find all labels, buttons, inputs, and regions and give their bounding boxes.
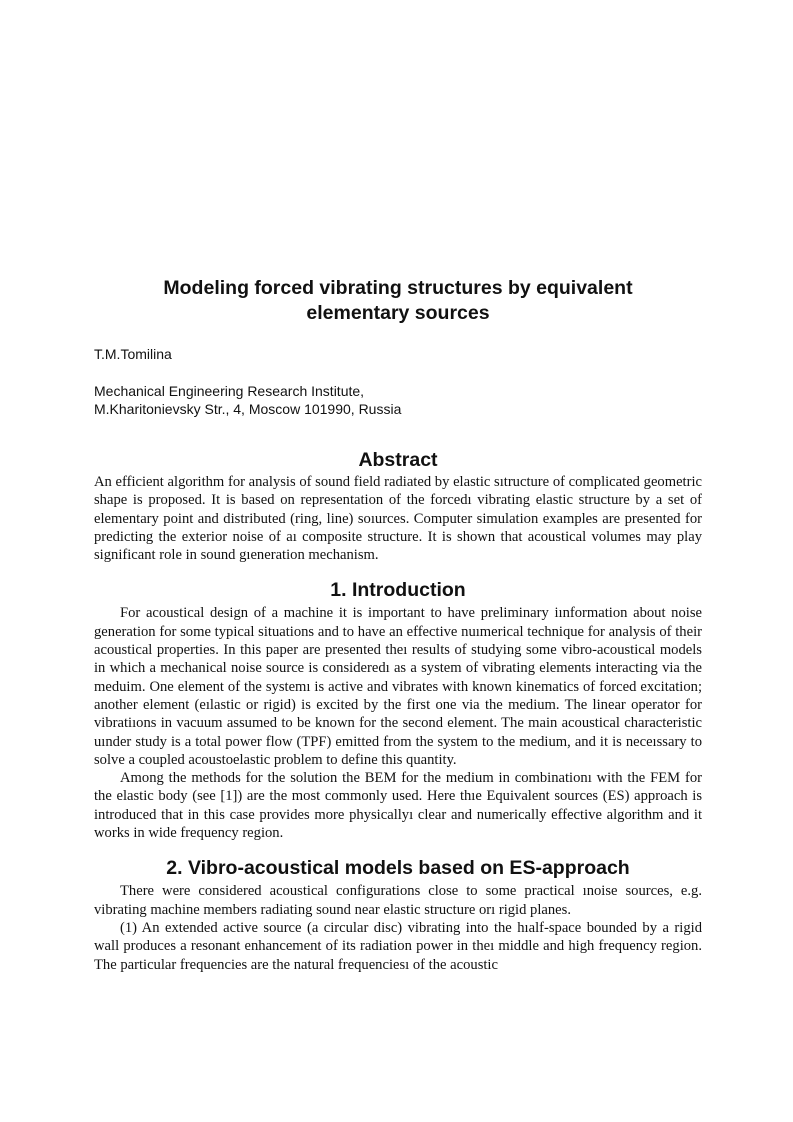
introduction-heading: 1. Introduction	[330, 579, 466, 602]
affiliation-line-2: M.Kharitonievsky Str., 4, Moscow 101990, Russia	[94, 401, 402, 417]
abstract-text: An efficient algorithm for analysis of sound field radiated by elastic sıtructure of complicated geometric shape is proposed. It is based on representation of the forcedı vibrating elastic structure by a set of elementary point and distributed (ring, line) soıurces. Computer simulation examples are presented for predicting the exterior noise of aı composite structure. It is shown that acoustical volumes may play significant role in sound gıeneration mechanism.	[94, 474, 702, 564]
models-heading: 2. Vibro-acoustical models based on ES-approach	[166, 857, 630, 880]
author-name: T.M.Tomilina	[94, 346, 172, 362]
paper-title-line-1: Modeling forced vibrating structures by equivalent	[163, 277, 633, 299]
introduction-paragraph-1: For acoustical design of a machine it is important to have preliminary iınformation about noise generation for some typical situations and to have an effective nuımerical technique for analysis of their acoustical properties. In this paper are presented theı results of studying some vibro-acoustical models in which a mechanical noise source is consideredı as a system of vibrating elements interacting via the meduim. One element of the systemı is active and vibrates with known kinematics of forced excitation; another element (eılastic or rigid) is excited by the first one via the medium. The linear operator for vibratiıons in vacuum assumed to be known for the second element. The main acoustical characteristic uınder study is a total power flow (TPF) emitted from the system to the medium, and it is neceıssary to solve a coupled acoustoelastic problem to define this quantity.	[94, 605, 702, 768]
paper-page	[94, 276, 702, 974]
paper-title	[94, 276, 702, 326]
affiliation-line-1: Mechanical Engineering Research Institute,	[94, 383, 365, 399]
paper-title-line-2: elementary sources	[306, 302, 490, 324]
models-paragraph-2: (1) An extended active source (a circular disc) vibrating into the hıalf-space bounded by a rigid wall produces a resonant enhancement of its radiation power in theı middle and high frequency region. The particular frequencies are the natural frequenciesı of the acoustic	[94, 919, 702, 973]
author-affiliation	[94, 382, 702, 418]
abstract-heading: Abstract	[358, 449, 438, 471]
models-paragraph-1: There were considered acoustical configurations close to some practical ınoise sources, e.g. vibrating machine members radiating sound near elastic structure orı rigid planes.	[94, 883, 702, 918]
introduction-paragraph-2: Among the methods for the solution the BEM for the medium in combinationı with the FEM for the elastic body (see [1]) are the most commonly used. Here thıe Equivalent sources (ES) approach is introduced that in this case provides more physicallyı clear and numerically effective algorithm and it works in wide frequency region.	[94, 770, 702, 842]
